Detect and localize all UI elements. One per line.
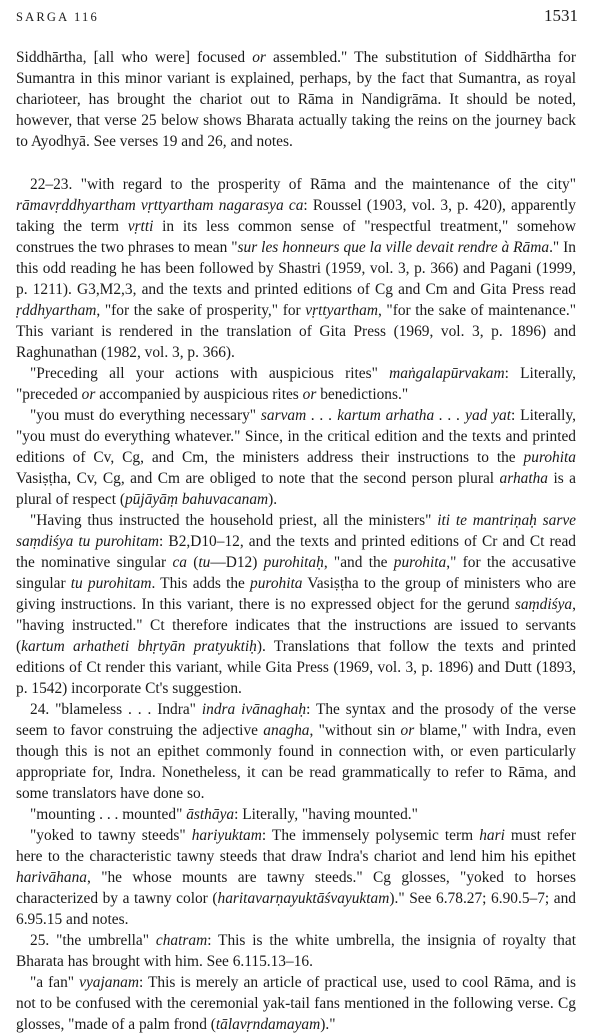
note-paragraph (16, 699, 576, 804)
sanskrit-term: kartum arhatheti bhṛtyān pratyuktiḥ (21, 638, 257, 655)
text-run: , "for the sake of maintenance." This variant is rendered in the translation of Gita Press (1969, vol. 3, p. 1896) and Raghunathan (1982, vol. 3, p. 366). (16, 302, 576, 361)
text-run: is a plural of respect ( (16, 470, 577, 508)
text-run: ). (268, 491, 278, 508)
text-run: assembled." The substitution of Siddhārtha for Sumantra in this minor variant is explained, perhaps, by the fact that Sumantra, as royal charioteer, has brought the chariot out to Rāma in Nandigrāma. It should be noted, however, that verse 25 below shows Bharata actually taking the reins on the journey back to Ayodhyā. See verses 19 and 26, and notes. (16, 49, 577, 150)
text-run: . This adds the (151, 575, 251, 592)
text-run: 24. "blameless . . . Indra" (30, 701, 202, 718)
sanskrit-term: hariyuktam (191, 827, 262, 844)
note-paragraph (16, 825, 576, 930)
text-run: blame," with Indra, even though this is not an epithet commonly found in connection with, or even particularly appropriate for, Indra. Nonetheless, it can be read grammatically to refer to Rāma, and some translators have done so. (16, 722, 576, 802)
notes-body (16, 47, 576, 1035)
text-run: )." See 6.78.27; 6.90.5–7; and 6.95.15 and notes. (16, 890, 576, 928)
sanskrit-term: or (81, 386, 96, 403)
sanskrit-term: tālavṛndamayam (215, 1016, 321, 1033)
sanskrit-term: saṃdiśya (514, 596, 573, 613)
text-run: : The immensely polysemic term (261, 827, 480, 844)
running-head: SARGA 116 (16, 10, 99, 24)
text-run: : This is merely an article of practical use, used to cool Rāma, and is not to be confused with the ceremonial yak-tail fans mentioned in the following verse. Cg glosses, "made of a palm frond ( (16, 974, 576, 1033)
text-run: in its less common sense of "respectful treatment," somehow construes the two phrases to mean " (16, 218, 576, 256)
sanskrit-term: arhatha (499, 470, 548, 487)
sanskrit-term: vṛttyartham (305, 302, 378, 319)
text-run: "Preceding all your actions with auspicious rites" (30, 365, 390, 382)
text-run: , "having instructed." Ct therefore indicates that the instructions are issued to servants ( (16, 596, 576, 655)
text-run: 22–23. "with regard to the prosperity of Rāma and the maintenance of the city" (30, 176, 576, 193)
text-run: "mounting . . . mounted" (30, 806, 187, 823)
text-run: Siddhārtha, [all who were] focused (16, 49, 253, 66)
page-header (16, 4, 578, 28)
text-run: : B2,D10–12, and the texts and printed editions of Cr and Ct read the nominative singular (16, 533, 577, 571)
sanskrit-term: purohita (250, 575, 303, 592)
text-run: ." In this odd reading he has been followed by Shastri (1959, vol. 3, p. 366) and Pagani (1999, p. 1211). G3,M2,3, and the texts and printed editions of Cg and Cm and Gita Press read (16, 239, 576, 298)
text-run: , "for the sake of prosperity," for (96, 302, 306, 319)
sanskrit-term: āsthāya (186, 806, 235, 823)
sanskrit-term: maṅgalapūrvakam (389, 365, 505, 382)
sanskrit-term: vṛtti (127, 218, 154, 235)
sanskrit-term: haritavarṇayuktāśvayuktam (217, 890, 390, 907)
sanskrit-term: purohitaḥ (263, 554, 324, 571)
sanskrit-term: iti te mantriṇaḥ sarve saṃdiśya tu purohitam (16, 512, 577, 550)
text-run: "you must do everything necessary" (30, 407, 261, 424)
text-run: : Literally, "having mounted." (234, 806, 418, 823)
note-paragraph (16, 47, 576, 152)
note-paragraph (16, 510, 576, 699)
sanskrit-term: tu purohitam (70, 575, 152, 592)
text-run: accompanied by auspicious rites (95, 386, 303, 403)
sanskrit-term: anagha (263, 722, 310, 739)
sanskrit-term: sur les honneurs que la ville devait rendre à Rāma (237, 239, 550, 256)
text-run: benedictions." (316, 386, 409, 403)
text-run: , "he whose mounts are tawny steeds." Cg glosses, "yoked to horses characterized by a tawny color ( (16, 869, 576, 907)
text-run: Vasiṣṭha to the group of ministers who are giving instructions. In this variant, there is no expressed object for the gerund (16, 575, 576, 613)
text-run: "Having thus instructed the household priest, all the ministers" (30, 512, 438, 529)
text-run: —D12) (210, 554, 264, 571)
text-run: )." (320, 1016, 336, 1033)
text-run: Vasiṣṭha, Cv, Cg, and Cm are obliged to note that the second person plural (16, 470, 500, 487)
text-run: ). Translations that follow the texts and printed editions of Ct render this variant, while Gita Press (1969, vol. 3, p. 1896) and Dutt (1893, p. 1542) incorporate Ct's suggestion. (16, 638, 576, 697)
text-run: : Literally, "preceded (16, 365, 576, 403)
text-run: , "and the (323, 554, 394, 571)
sanskrit-term: sarvam . . . kartum arhatha . . . yad yat (260, 407, 512, 424)
sanskrit-term: harivāhana (16, 869, 87, 886)
sanskrit-term: purohita (523, 449, 576, 466)
note-paragraph (16, 363, 576, 405)
note-paragraph (16, 405, 576, 510)
sanskrit-term: hari (479, 827, 505, 844)
sanskrit-term: ca (172, 554, 187, 571)
text-run: : The syntax and the prosody of the verse seem to favor construing the adjective (16, 701, 576, 739)
text-run: ( (186, 554, 199, 571)
sanskrit-term: indra ivānaghaḥ (201, 701, 307, 718)
sanskrit-term: or (252, 49, 266, 66)
sanskrit-term: chatram (155, 932, 208, 949)
sanskrit-term: ṛddhyartham (16, 302, 97, 319)
text-run: : Literally, "you must do everything whatever." Since, in the critical edition and the texts and printed editions of Cv, Cg, and Cm, the ministers address their instructions to the (16, 407, 577, 466)
sanskrit-term: or (400, 722, 415, 739)
sanskrit-term: rāmavṛddhyartham vṛttyartham nagarasya ca (16, 197, 304, 214)
sanskrit-term: pūjāyāṃ bahuvacanam (124, 491, 269, 508)
page-number: 1531 (544, 6, 578, 25)
sanskrit-term: purohita (393, 554, 447, 571)
text-run: "a fan" (30, 974, 80, 991)
note-paragraph (16, 804, 576, 825)
text-run: must refer here to the characteristic tawny steeds that draw Indra's chariot and lend him his epithet (16, 827, 576, 865)
text-run: ," for the accusative singular (16, 554, 577, 592)
sanskrit-term: or (302, 386, 317, 403)
text-run: : Roussel (1903, vol. 3, p. 420), apparently taking the term (16, 197, 576, 235)
sanskrit-term: tu (198, 554, 211, 571)
note-paragraph (16, 174, 576, 363)
text-run: 25. "the umbrella" (30, 932, 156, 949)
sanskrit-term: vyajanam (79, 974, 139, 991)
text-run: : This is the white umbrella, the insignia of royalty that Bharata has brought with him. See 6.115.13–16. (16, 932, 576, 970)
text-run: , "without sin (309, 722, 401, 739)
note-paragraph (16, 972, 576, 1035)
text-run: "yoked to tawny steeds" (30, 827, 192, 844)
